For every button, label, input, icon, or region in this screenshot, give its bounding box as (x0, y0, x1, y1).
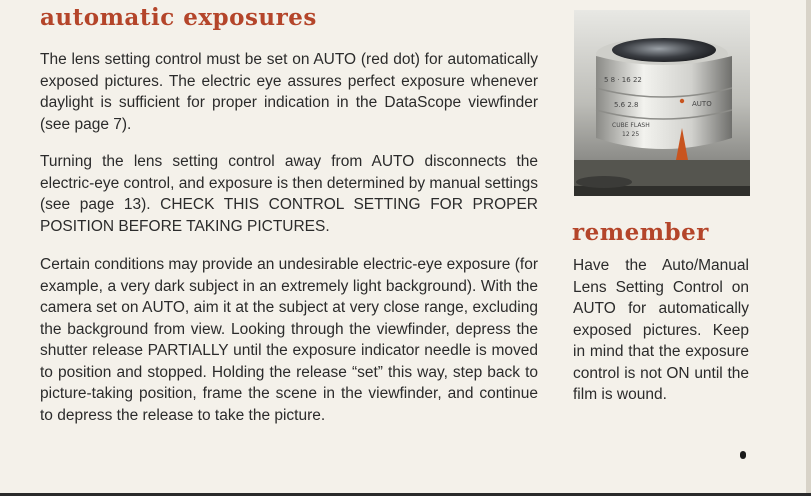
cube-flash-label: CUBE FLASH (612, 122, 650, 129)
auto-red-dot (680, 99, 684, 103)
section-title: automatic exposures (40, 4, 317, 31)
body-paragraph: Certain conditions may provide an undesirable electric-eye exposure (for example, a very dark subject in an extremely light background). With the camera set on AUTO, aim it at the subject at very close range, excluding the background from view. Looking through the viewfinder, depress the shutter release PARTIALLY until the exposure indicator needle is moved to position and stopped. Holding the release “set” this way, step back to picture-taking position, frame the scene in the viewfinder, and continue to depress the release to take the picture. (40, 256, 538, 424)
scale-mid-label: 5.6 2.8 (614, 101, 639, 109)
lens-illustration (574, 10, 750, 196)
page-edge (806, 0, 811, 496)
body-paragraph: The lens setting control must be set on AUTO (red dot) for automatically exposed pictures. The electric eye assures perfect exposure whenever daylight is sufficient for proper indication in the DataScope viewfinder (see page 7). (40, 51, 538, 133)
scale-bottom-label: 12 25 (622, 131, 640, 138)
page-marker (740, 451, 746, 459)
auto-label: AUTO (692, 100, 712, 108)
sidebar-title: remember (572, 219, 709, 246)
body-paragraph: Turning the lens setting control away from AUTO disconnects the electric-eye control, and exposure is then determined by manual settings (see page 13). CHECK THIS CONTROL SETTING FOR PROPER POSITION BEFORE TAKING PICTURES. (40, 153, 538, 235)
lens-setting-photo (574, 10, 750, 196)
sidebar-text: Have the Auto/Manual Lens Setting Control on AUTO for automatically exposed pictures. Keep in mind that the exposure control is not ON until the film is wound. (573, 257, 749, 403)
scale-top-label: 5 8 · 16 22 (604, 76, 642, 84)
